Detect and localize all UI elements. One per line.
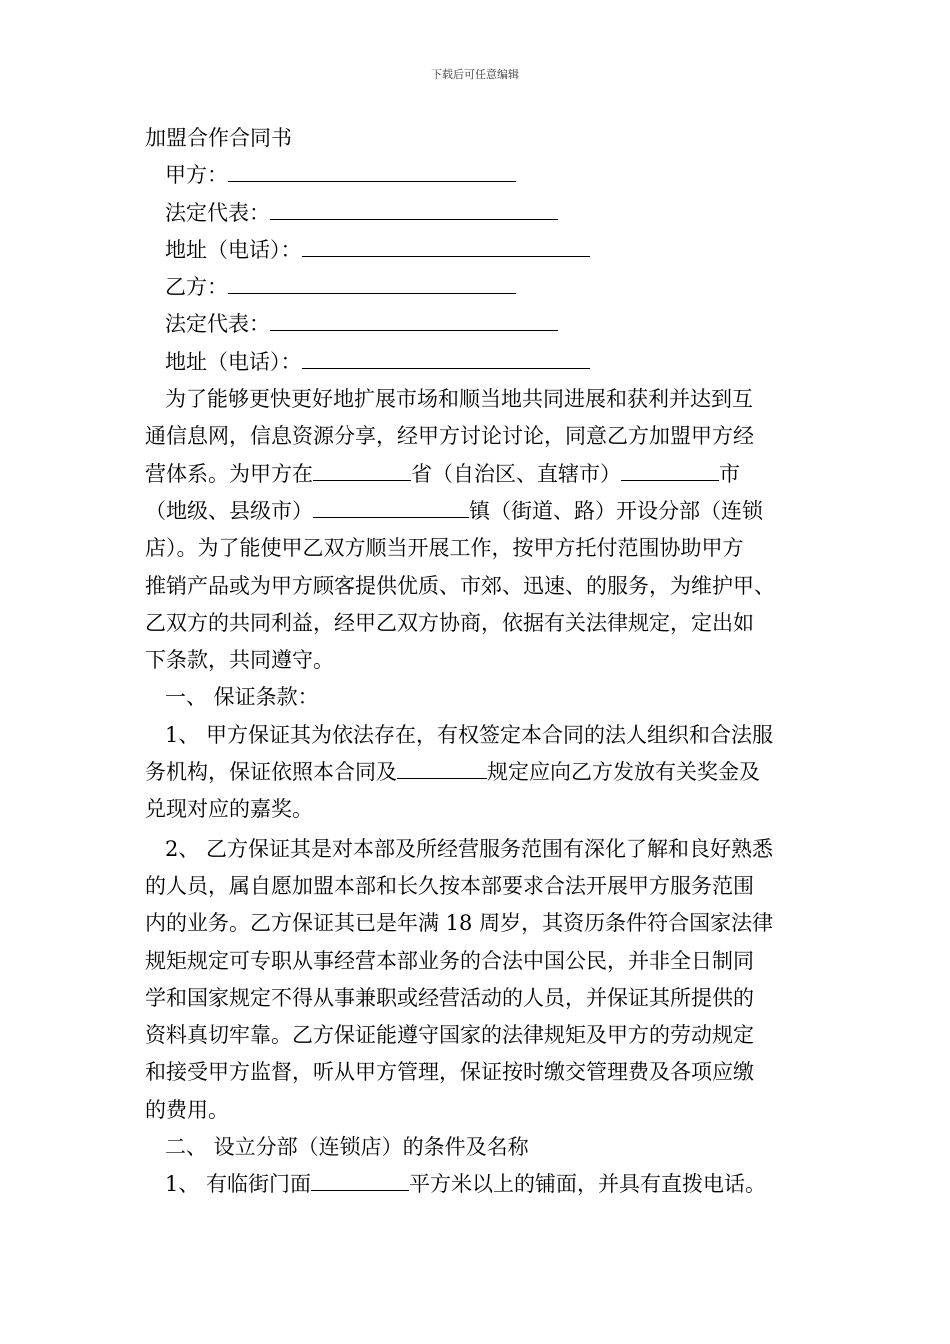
- clause-text: 平方米以上的铺面，并具有直拨电话。: [409, 1172, 767, 1197]
- clause-line: 兑现对应的嘉奖。: [145, 797, 313, 822]
- clause-line: 1、 甲方保证其为依法存在，有权签定本合同的法人组织和合法服: [165, 722, 774, 747]
- town-blank: [313, 495, 469, 518]
- area-blank: [311, 1168, 409, 1191]
- regulation-blank: [397, 756, 487, 779]
- rep-b-line: [145, 306, 815, 343]
- contract-title: 加盟合作合同书: [145, 126, 292, 150]
- rep-a-blank: [270, 197, 558, 220]
- party-a-blank: [228, 159, 516, 182]
- clause-line: 的人员，属自愿加盟本部和长久按本部要求合法开展甲方服务范围: [145, 873, 754, 898]
- rep-a-label: 法定代表：: [165, 200, 270, 225]
- intro-text: 镇（街道、路）开设分部（连锁: [469, 498, 763, 523]
- addr-a-label: 地址（电话）：: [165, 237, 302, 262]
- clause-text: 1、 有临街门面: [165, 1172, 312, 1197]
- party-b-blank: [228, 271, 516, 294]
- addr-b-line: [145, 344, 815, 381]
- province-blank: [313, 458, 411, 481]
- intro-line: 推销产品或为甲方顾客提供优质、市郊、迅速、的服务，为维护甲、: [145, 573, 775, 598]
- party-b-line: [145, 269, 815, 306]
- intro-line: [145, 456, 815, 493]
- clause-line: 2、 乙方保证其是对本部及所经营服务范围有深化了解和良好熟悉: [165, 836, 774, 861]
- intro-text: 省（自治区、直辖市）: [411, 461, 621, 486]
- rep-a-line: [145, 195, 815, 232]
- intro-line: 为了能够更快更好地扩展市场和顺当地共同进展和获利并达到互: [165, 387, 753, 412]
- section-heading: 二、 设立分部（连锁店）的条件及名称: [165, 1135, 529, 1160]
- clause-line: 规矩规定可专职从事经营本部业务的合法中国公民，并非全日制同: [145, 948, 754, 973]
- party-b-label: 乙方：: [165, 275, 228, 300]
- clause-line: 和接受甲方监督，听从甲方管理，保证按时缴交管理费及各项应缴: [145, 1060, 754, 1085]
- clause-line: 资料真切牢靠。乙方保证能遵守国家的法律规矩及甲方的劳动规定: [145, 1023, 754, 1048]
- clause-line: 的费用。: [145, 1097, 229, 1122]
- clause-line: 学和国家规定不得从事兼职或经营活动的人员，并保证其所提供的: [145, 985, 754, 1010]
- intro-line: 乙双方的共同利益，经甲乙双方协商，依据有关法律规定，定出如: [145, 610, 754, 635]
- party-a-line: [145, 157, 815, 194]
- addr-a-blank: [302, 234, 590, 257]
- intro-line: 下条款，共同遵守。: [145, 648, 334, 673]
- intro-text: （地级、县级市）: [145, 498, 313, 523]
- clause-text: 规定应向乙方发放有关奖金及: [487, 760, 760, 785]
- party-a-label: 甲方：: [165, 163, 228, 188]
- intro-line: 店）。为了能使甲乙双方顺当开展工作，按甲方托付范围协助甲方: [145, 536, 744, 561]
- intro-text: 营体系。为甲方在: [145, 461, 313, 486]
- page-header: 下载后可任意编辑: [431, 68, 519, 81]
- addr-b-label: 地址（电话）：: [165, 349, 302, 374]
- intro-line: [145, 493, 815, 530]
- intro-line: 通信息网，信息资源分享，经甲方讨论讨论，同意乙方加盟甲方经: [145, 424, 754, 449]
- clause-line: 内的业务。乙方保证其已是年满 18 周岁，其资历条件符合国家法律: [145, 911, 774, 936]
- rep-b-label: 法定代表：: [165, 312, 270, 337]
- contract-body: [145, 120, 815, 1204]
- clause-line: [145, 1166, 815, 1203]
- clause-line: [145, 754, 815, 791]
- section-heading: 一、 保证条款：: [165, 685, 319, 710]
- clause-text: 务机构，保证依照本合同及: [145, 760, 397, 785]
- addr-b-blank: [302, 346, 590, 369]
- rep-b-blank: [270, 308, 558, 331]
- intro-text: 市: [719, 461, 740, 486]
- addr-a-line: [145, 232, 815, 269]
- city-blank: [621, 458, 719, 481]
